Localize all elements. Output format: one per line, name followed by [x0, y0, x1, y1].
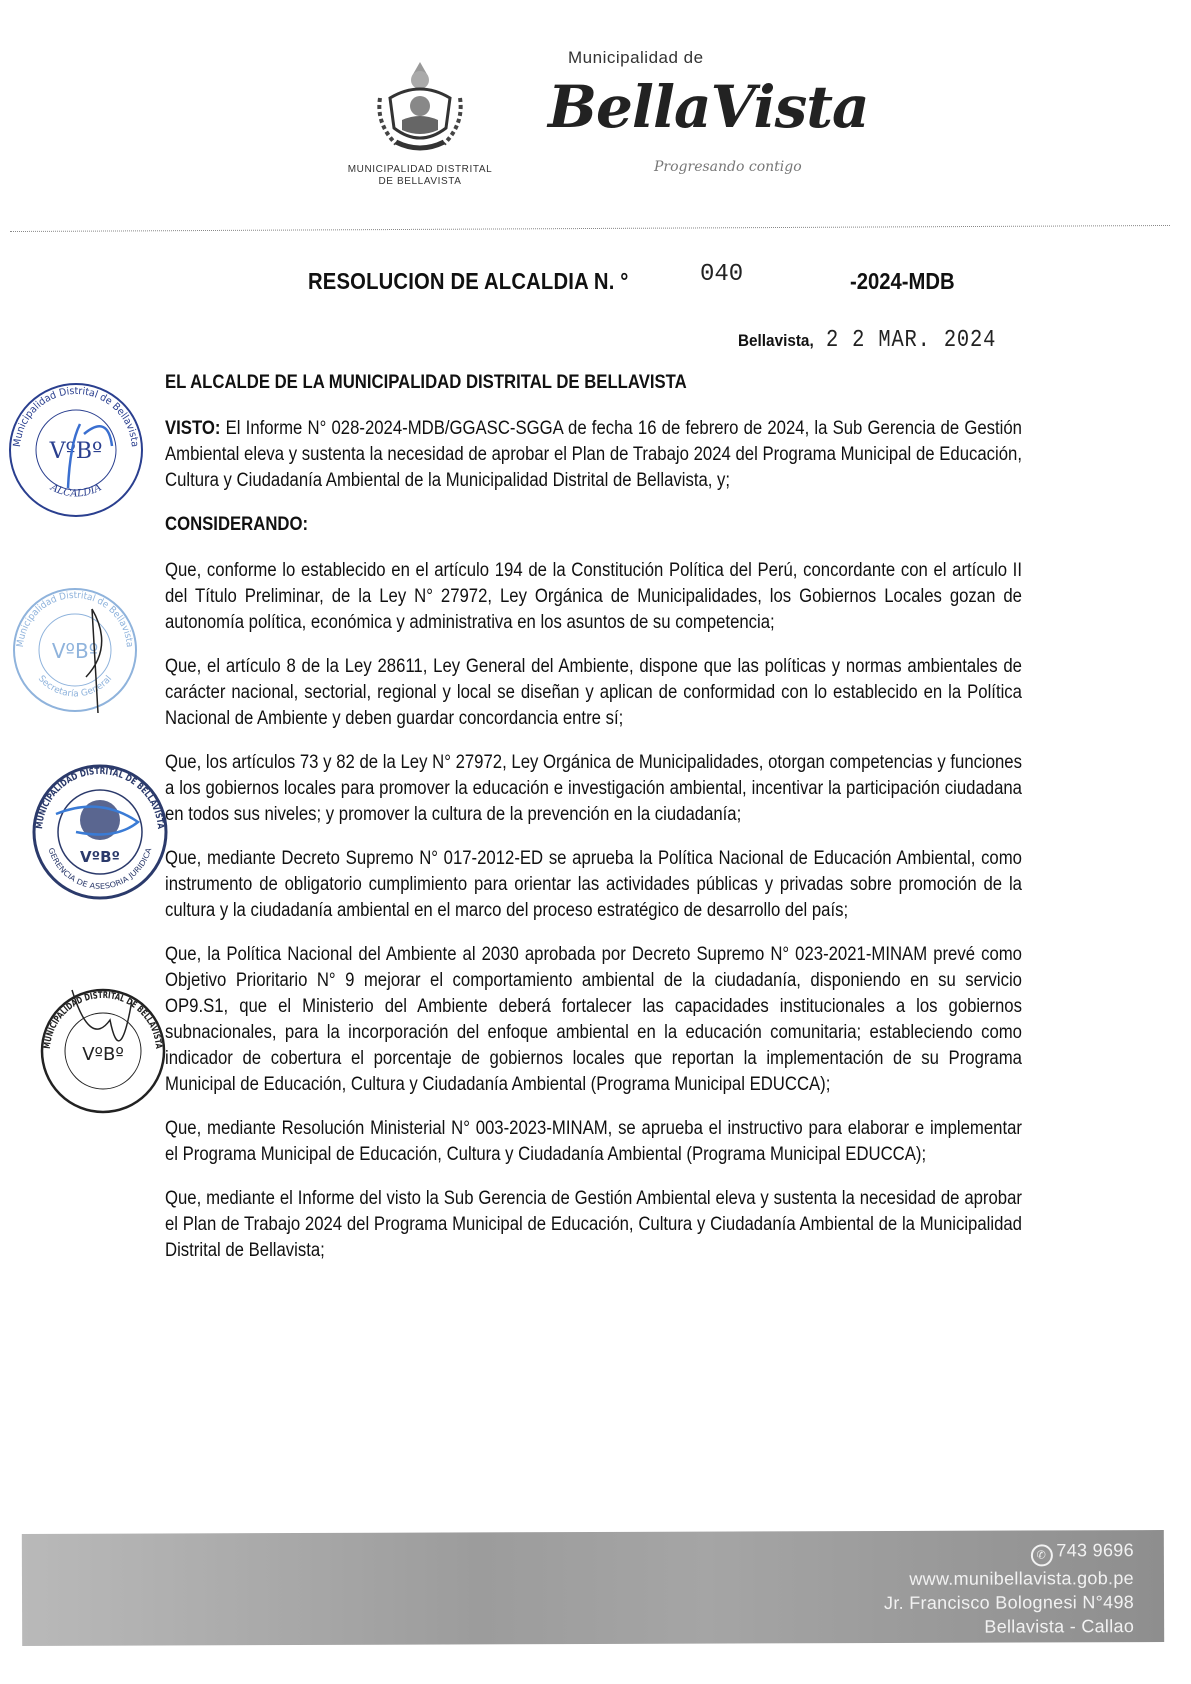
phone-icon: ✆	[1030, 1544, 1052, 1566]
header-divider	[10, 225, 1170, 232]
stamp-bottom: GERENCIA DE ASESORIA JURIDICA	[46, 846, 154, 891]
considerando-paragraph: Que, el artículo 8 de la Ley 28611, Ley General del Ambiente, dispone que las políticas y normas ambientales de carácter nacional, sectorial, regional y local se diseñan y aplican de conformidad con lo establecido en la Política Nacional de Ambiente y deben guardar concordancia entre sí;	[165, 656, 1022, 729]
resolution-title-row	[0, 261, 1191, 300]
stamp-ring-text: Municipalidad Distrital de Bellavista	[11, 385, 140, 448]
gerencia-stamp-icon	[38, 986, 168, 1116]
stamp-center: VºBº	[49, 439, 103, 464]
date-place: Bellavista,	[738, 331, 814, 350]
crest-caption-line2: DE BELLAVISTA	[378, 176, 462, 187]
footer-phone	[884, 1538, 1134, 1567]
considerando-paragraph: Que, la Política Nacional del Ambiente al 2030 aprobada por Decreto Supremo N° 023-2021-MINAM prevé como Objetivo Prioritario N° 9 mejorar el comportamiento ambiental de la ciudadanía, disponiendo en su servicio OP9.S1, que el Ministerio del Ambiente deberá fortalecer las capacidades institucionales a los gobiernos subnacionales, para la incorporación del enfoque ambiental en la educación comunitaria; estableciendo como indicador de cobertura el porcentaje de gobiernos locales que reportan la implementación de su Programa Municipal de Educación, Cultura y Ciudadanía Ambiental (Programa Municipal EDUCCA);	[165, 944, 1022, 1095]
stamp-center: VºBº	[82, 1044, 124, 1065]
considerando-paragraph: Que, los artículos 73 y 82 de la Ley N° 27972, Ley Orgánica de Municipalidades, otorgan competencias y funciones a los gobiernos locales para promover la educación e investigación ambiental, incentivar la participación ciudadana en todos sus niveles; y promover la cultura de la prevención en la ciudadanía;	[165, 752, 1022, 825]
asesoria-stamp-icon	[30, 762, 170, 902]
stamp-ring-text: MUNICIPALIDAD DISTRITAL DE BELLAVISTA	[35, 766, 166, 831]
considerando-paragraph: Que, mediante el Informe del visto la Sub Gerencia de Gestión Ambiental eleva y sustenta la necesidad de aprobar el Plan de Trabajo 2024 del Programa Municipal de Educación, Cultura y Ciudadanía Ambiental de la Municipalidad Distrital de Bellavista;	[165, 1188, 1022, 1261]
document-body	[165, 370, 1023, 1282]
considerando-paragraph: Que, mediante Resolución Ministerial N° 003-2023-MINAM, se aprueba el instructivo para elaborar e implementar el Programa Municipal de Educación, Cultura y Ciudadanía Ambiental (Programa Municipal EDUCCA);	[165, 1118, 1022, 1165]
crest-caption-line1: MUNICIPALIDAD DISTRITAL	[347, 164, 493, 175]
brand-prefix: Municipalidad de	[568, 48, 704, 67]
visto-paragraph	[165, 416, 1022, 494]
visto-label: VISTO:	[165, 418, 221, 439]
resolution-number: 040	[700, 261, 744, 288]
stamp-center: VºBº	[80, 848, 120, 866]
resolution-title: RESOLUCION DE ALCALDIA N. °	[308, 268, 629, 294]
stamp-center: VºBº	[51, 639, 99, 663]
crest-caption	[330, 164, 510, 188]
municipal-crest-icon	[372, 58, 468, 158]
considerando-paragraph: Que, mediante Decreto Supremo N° 017-2012-ED se aprueba la Política Nacional de Educación Ambiental, como instrumento de obligatorio cumplimiento para orientar las actividades públicas y privadas sobre promoción de la cultura y la ciudadanía ambiental en el marco del proceso estratégico de desarrollo del país;	[165, 848, 1022, 921]
stamp-ring-text: Municipalidad Distrital de Bellavista	[14, 589, 136, 649]
date-stamp: 2 2 MAR. 2024	[826, 327, 997, 354]
visto-text: El Informe N° 028-2024-MDB/GGASC-SGGA de fecha 16 de febrero de 2024, la Sub Gerencia de Gestión Ambiental eleva y sustenta la necesidad de aprobar el Plan de Trabajo 2024 del Programa Municipal de Educación, Cultura y Ciudadanía Ambiental de la Municipalidad Distrital de Bellavista, y;	[165, 418, 1022, 491]
brand-logo: BellaVista	[548, 73, 869, 141]
date-row	[0, 326, 1191, 358]
secretaria-stamp-icon	[10, 585, 140, 715]
stamp-bottom: Secretaría General	[35, 673, 115, 700]
svg-text:Secretaría General	[36, 674, 114, 699]
authority-heading: EL ALCALDE DE LA MUNICIPALIDAD DISTRITAL DE BELLAVISTA	[165, 372, 687, 393]
footer-band	[22, 1530, 1164, 1646]
considerando-heading: CONSIDERANDO:	[165, 514, 309, 535]
brand-tagline: Progresando contigo	[654, 159, 802, 175]
alcaldia-stamp-icon	[6, 380, 146, 520]
footer-contact	[884, 1538, 1134, 1639]
stamp-ring-text: MUNICIPALIDAD DISTRITAL DE BELLAVISTA	[42, 990, 164, 1051]
footer-city: Bellavista - Callao	[984, 1616, 1135, 1637]
svg-text:ALCALDIA	[48, 482, 104, 500]
letterhead	[0, 0, 1191, 230]
resolution-suffix: -2024-MDB	[850, 268, 955, 294]
svg-text:MUNICIPALIDAD DISTRITAL DE BEL	[43, 991, 163, 1049]
footer-website[interactable]: www.munibellavista.gob.pe	[909, 1568, 1135, 1589]
considerando-paragraph: Que, conforme lo establecido en el artículo 194 de la Constitución Política del Perú, concordante con el artículo II del Título Preliminar, de la Ley N° 27972, Ley Orgánica de Municipalidades, los Gobiernos Locales gozan de autonomía política, económica y administrativa en los asuntos de su competencia;	[165, 560, 1022, 633]
phone-number: 743 9696	[1056, 1540, 1134, 1561]
footer-address: Jr. Francisco Bolognesi N°498	[884, 1592, 1135, 1613]
stamp-bottom: ALCALDIA	[48, 482, 104, 500]
